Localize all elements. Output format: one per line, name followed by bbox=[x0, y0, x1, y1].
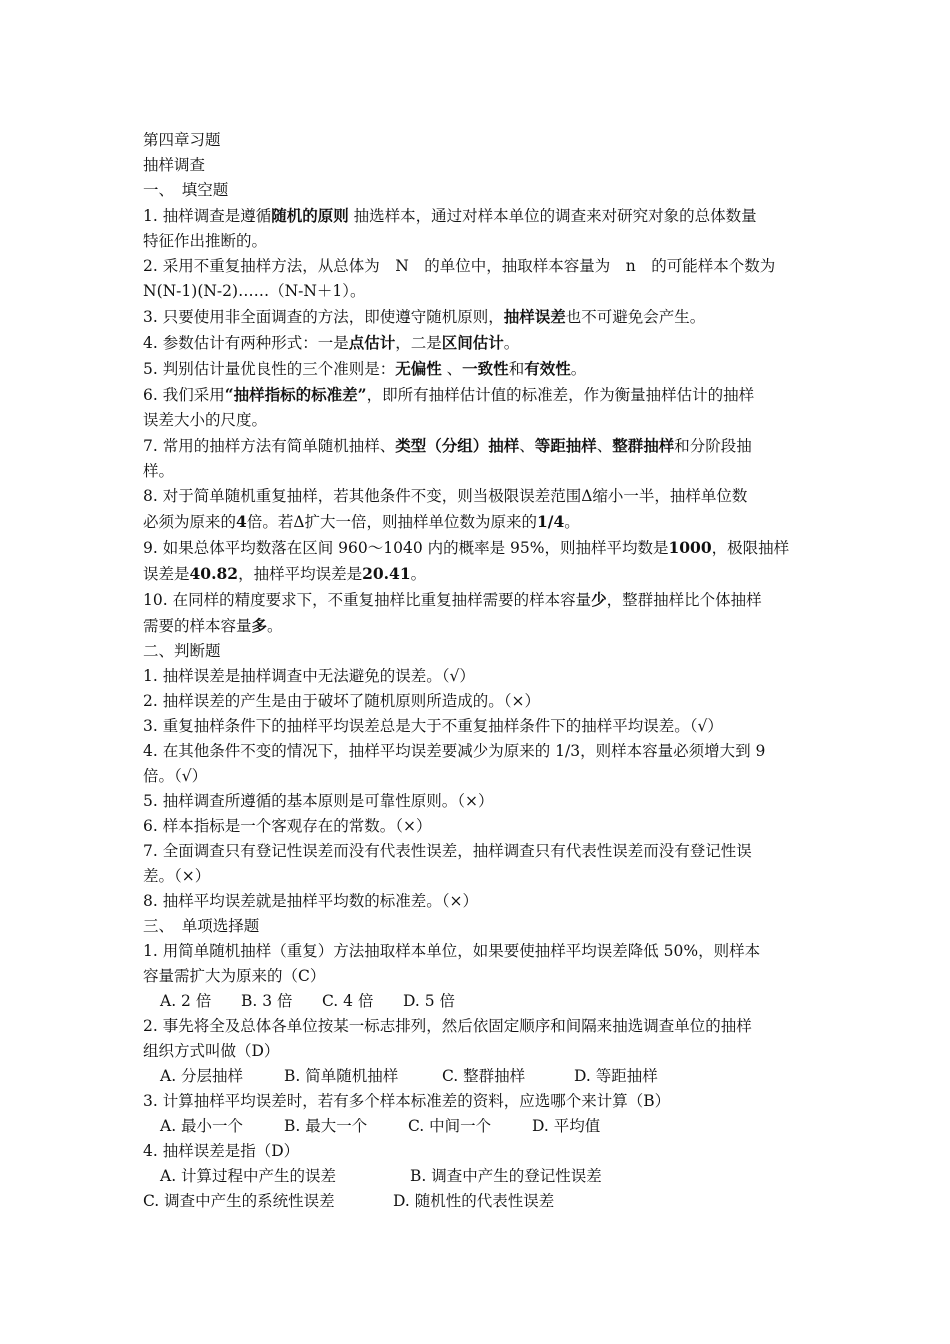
option-a: A. 分层抽样 bbox=[160, 1067, 244, 1085]
choice-q3-line1: 3. 计算抽样平均误差时，若有多个样本标准差的资料，应选哪个来计算（B） bbox=[143, 1092, 671, 1110]
tf-item: 3. 重复抽样条件下的抽样平均误差总是大于不重复抽样条件下的抽样平均误差。（√） bbox=[143, 717, 723, 735]
option-a: A. 计算过程中产生的误差 bbox=[160, 1167, 337, 1185]
choice-q2-options bbox=[143, 1064, 815, 1089]
fill-q9-line1: 9. 如果总体平均数落在区间 960～1040 内的概率是 95%，则抽样平均数是1000，极限抽样 bbox=[143, 538, 790, 557]
tf-item: 2. 抽样误差的产生是由于破坏了随机原则所造成的。（×） bbox=[143, 692, 540, 710]
tf-item: 5. 抽样调查所遵循的基本原则是可靠性原则。（×） bbox=[143, 792, 494, 810]
tf-item: 差。（×） bbox=[143, 867, 211, 885]
fill-q7-line2: 样。 bbox=[143, 462, 175, 480]
option-b: B. 调查中产生的登记性误差 bbox=[410, 1167, 602, 1185]
option-a: A. 2 倍 bbox=[160, 992, 212, 1010]
choice-q4-options-row1 bbox=[143, 1164, 815, 1189]
option-c: C. 中间一个 bbox=[408, 1117, 492, 1135]
tf-item: 倍。（√） bbox=[143, 767, 208, 785]
fill-q9-line2: 误差是40.82，抽样平均误差是20.41。 bbox=[143, 564, 427, 583]
tf-item: 4. 在其他条件不变的情况下，抽样平均误差要减少为原来的 1/3，则样本容量必须增大到 9 bbox=[143, 742, 766, 760]
option-a: A. 最小一个 bbox=[160, 1117, 244, 1135]
fill-q5: 5. 判别估计量优良性的三个准则是：无偏性 、一致性和有效性。 bbox=[143, 359, 587, 378]
true-false-heading: 二、判断题 bbox=[143, 642, 221, 660]
option-b: B. 最大一个 bbox=[284, 1117, 368, 1135]
fill-q3: 3. 只要使用非全面调查的方法，即使遵守随机原则，抽样误差也不可避免会产生。 bbox=[143, 307, 706, 326]
tf-item: 7. 全面调查只有登记性误差而没有代表性误差，抽样调查只有代表性误差而没有登记性误 bbox=[143, 842, 752, 860]
fill-q10-line2: 需要的样本容量多。 bbox=[143, 616, 283, 635]
option-d: D. 随机性的代表性误差 bbox=[393, 1192, 555, 1210]
option-b: B. 3 倍 bbox=[241, 992, 293, 1010]
fill-blank-heading: 一、 填空题 bbox=[143, 181, 229, 199]
fill-q8-line2: 必须为原来的4倍。若Δ扩大一倍，则抽样单位数为原来的1/4。 bbox=[143, 512, 580, 531]
tf-item: 8. 抽样平均误差就是抽样平均数的标准差。（×） bbox=[143, 892, 478, 910]
fill-q4: 4. 参数估计有两种形式：一是点估计，二是区间估计。 bbox=[143, 333, 520, 352]
tf-item: 1. 抽样误差是抽样调查中无法避免的误差。（√） bbox=[143, 667, 475, 685]
choice-q1-line2: 容量需扩大为原来的（C） bbox=[143, 967, 326, 985]
option-d: D. 5 倍 bbox=[403, 992, 456, 1010]
fill-q2-line2: N(N-1)(N-2)……（N-N＋1）。 bbox=[143, 282, 366, 300]
document-body bbox=[143, 128, 815, 1214]
fill-q6-line2: 误差大小的尺度。 bbox=[143, 411, 268, 429]
choice-q4-options-row2 bbox=[143, 1189, 815, 1214]
option-c: C. 4 倍 bbox=[322, 992, 374, 1010]
chapter-title: 第四章习题 bbox=[143, 131, 221, 149]
option-c: C. 整群抽样 bbox=[442, 1067, 526, 1085]
fill-q2-line1: 2. 采用不重复抽样方法，从总体为 N 的单位中，抽取样本容量为 n 的可能样本个数为 bbox=[143, 257, 776, 275]
option-d: D. 等距抽样 bbox=[574, 1067, 658, 1085]
option-c: C. 调查中产生的系统性误差 bbox=[143, 1192, 335, 1210]
choice-q3-options bbox=[143, 1114, 815, 1139]
section-title: 抽样调查 bbox=[143, 156, 206, 174]
option-b: B. 简单随机抽样 bbox=[284, 1067, 399, 1085]
single-choice-heading: 三、 单项选择题 bbox=[143, 917, 260, 935]
fill-q7-line1: 7. 常用的抽样方法有简单随机抽样、类型（分组）抽样、等距抽样、整群抽样和分阶段抽 bbox=[143, 436, 752, 455]
choice-q1-line1: 1. 用简单随机抽样（重复）方法抽取样本单位，如果要使抽样平均误差降低 50%，则样本 bbox=[143, 942, 761, 960]
fill-q1-line1: 1. 抽样调查是遵循随机的原则 抽选样本，通过对样本单位的调查来对研究对象的总体数量 bbox=[143, 206, 757, 225]
choice-q2-line1: 2. 事先将全及总体各单位按某一标志排列，然后依固定顺序和间隔来抽选调查单位的抽样 bbox=[143, 1017, 752, 1035]
tf-item: 6. 样本指标是一个客观存在的常数。（×） bbox=[143, 817, 432, 835]
fill-q10-line1: 10. 在同样的精度要求下，不重复抽样比重复抽样需要的样本容量少，整群抽样比个体抽样 bbox=[143, 590, 762, 609]
fill-q1-line2: 特征作出推断的。 bbox=[143, 232, 268, 250]
option-d: D. 平均值 bbox=[532, 1117, 601, 1135]
fill-q6-line1: 6. 我们采用“抽样指标的标准差”，即所有抽样估计值的标准差，作为衡量抽样估计的抽样 bbox=[143, 385, 755, 404]
fill-q8-line1: 8. 对于简单随机重复抽样，若其他条件不变，则当极限误差范围Δ缩小一半，抽样单位数 bbox=[143, 487, 748, 505]
choice-q4-line1: 4. 抽样误差是指（D） bbox=[143, 1142, 300, 1160]
choice-q1-options bbox=[143, 989, 815, 1014]
choice-q2-line2: 组织方式叫做（D） bbox=[143, 1042, 280, 1060]
